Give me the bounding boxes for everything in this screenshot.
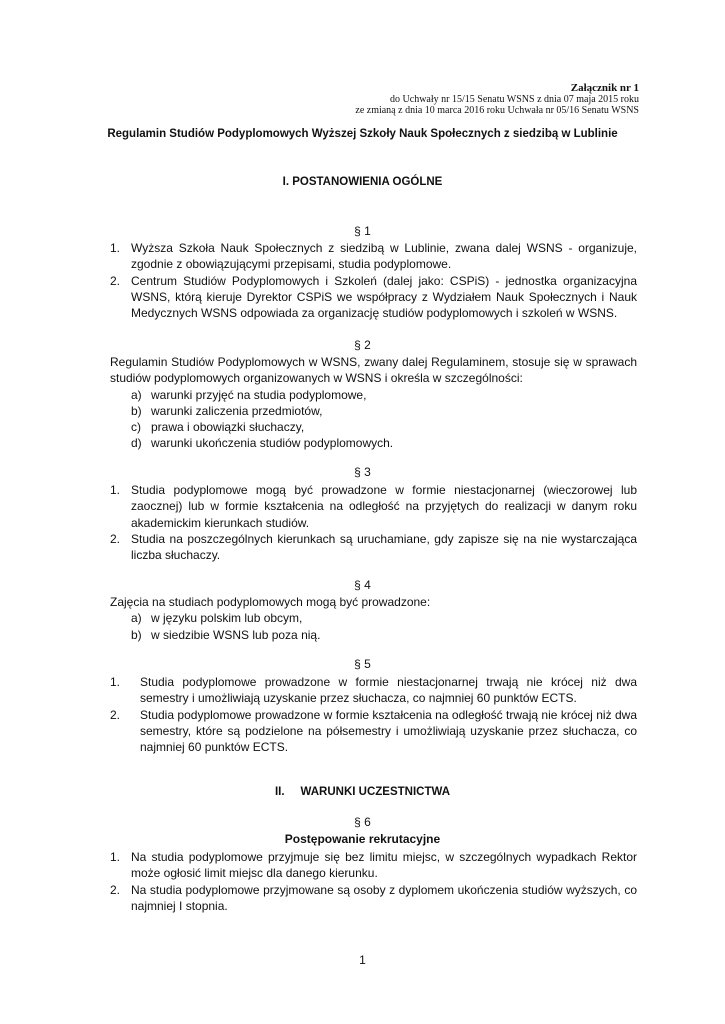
item-letter: b) bbox=[131, 403, 142, 418]
paragraph-sign-2: § 2 bbox=[354, 338, 371, 352]
paragraph-intro: Regulamin Studiów Podyplomowych w WSNS, zwany dalej Regulaminem, stosuje się w sprawach studiów podyplomowych organizowanych w WSNS i określa w szczególności: bbox=[110, 355, 637, 386]
item-text: Studia podyplomowe prowadzone w formie kształcenia na odległość trwają nie krócej niż dwa semestry, które są podzielone na półsemestry i umożliwiają uzyskanie przez słuchacza, co najmniej 60 punktów ECTS. bbox=[140, 707, 637, 755]
item-text: warunki przyjęć na studia podyplomowe, bbox=[151, 387, 367, 402]
item-text: Studia podyplomowe mogą być prowadzone w formie niestacjonarnej (wieczorowej lub zaocznej) lub w formie kształcenia na odległość na przyjętych do realizacji w danym roku akademickim kierunkach studiów. bbox=[131, 483, 637, 530]
list-item bbox=[110, 674, 637, 707]
item-text: Studia na poszczególnych kierunkach są uruchamiane, gdy zapisze się na nie wystarczająca liczba słuchaczy. bbox=[131, 531, 637, 563]
item-text: Na studia podyplomowe przyjmowane są osoby z dyplomem ukończenia studiów wyższych, co najmniej I stopnia. bbox=[131, 882, 637, 913]
paragraph-sign-5: § 5 bbox=[354, 657, 371, 671]
section-heading-participation: II. WARUNKI UCZESTNICTWA bbox=[274, 786, 451, 798]
item-number: 1. bbox=[110, 675, 121, 689]
list-item bbox=[110, 273, 637, 322]
paragraph-2-body bbox=[110, 354, 637, 452]
paragraph-1-list bbox=[110, 240, 637, 321]
paragraph-sign-3: § 3 bbox=[354, 465, 371, 479]
item-letter: d) bbox=[131, 436, 142, 451]
item-number: 2. bbox=[110, 273, 121, 288]
item-text: Na studia podyplomowe przyjmuje się bez limitu miejsc, w szczególnych wypadkach Rektor może ogłosić limit miejsc dla danego kierunku. bbox=[131, 850, 637, 881]
amendment-line: ze zmianą z dnia 10 marca 2016 roku Uchwała nr 05/16 Senatu WSNS bbox=[355, 105, 639, 116]
paragraph-sign-6: § 6 bbox=[354, 815, 371, 829]
item-text: Studia podyplomowe prowadzone w formie niestacjonarnej trwają nie krócej niż dwa semestry i umożliwiają uzyskanie przez słuchacza, co najmniej 60 punktów ECTS. bbox=[140, 675, 637, 706]
paragraph-3-list bbox=[110, 482, 637, 563]
list-item bbox=[131, 419, 637, 435]
paragraph-sign-4: § 4 bbox=[354, 578, 371, 592]
item-number: 2. bbox=[110, 882, 121, 897]
list-item bbox=[131, 610, 637, 626]
paragraph-5-list bbox=[110, 674, 637, 755]
item-text: warunki zaliczenia przedmiotów, bbox=[151, 403, 323, 418]
list-item bbox=[131, 627, 637, 643]
list-item bbox=[110, 707, 637, 756]
list-item bbox=[110, 849, 637, 882]
item-letter: c) bbox=[131, 420, 141, 435]
paragraph-subtitle: Postępowanie rekrutacyjne bbox=[284, 832, 441, 846]
item-number: 2. bbox=[110, 531, 121, 546]
item-letter: a) bbox=[131, 387, 142, 402]
list-item bbox=[131, 387, 637, 403]
attachment-label: Załącznik nr 1 bbox=[570, 82, 639, 94]
item-text: warunki ukończenia studiów podyplomowych. bbox=[151, 436, 394, 451]
item-text: Wyższa Szkoła Nauk Społecznych z siedzibą w Lublinie, zwana dalej WSNS - organizuje, zgodnie z obowiązującymi przepisami, studia podyplomowe. bbox=[131, 241, 637, 272]
paragraph-sign-1: § 1 bbox=[354, 224, 371, 238]
item-number: 2. bbox=[110, 707, 121, 722]
item-text: w siedzibie WSNS lub poza nią. bbox=[151, 627, 321, 642]
document-header bbox=[355, 83, 639, 116]
item-number: 1. bbox=[110, 241, 121, 255]
list-item bbox=[110, 482, 637, 531]
page-number: 1 bbox=[359, 953, 366, 967]
section-heading-general: I. POSTANOWIENIA OGÓLNE bbox=[282, 176, 443, 188]
list-item bbox=[110, 882, 637, 915]
resolution-line: do Uchwały nr 15/15 Senatu WSNS z dnia 07 maja 2015 roku bbox=[390, 94, 639, 105]
item-letter: a) bbox=[131, 611, 142, 626]
paragraph-4-body bbox=[110, 594, 637, 643]
item-text: w języku polskim lub obcym, bbox=[151, 611, 303, 626]
list-item bbox=[110, 531, 637, 564]
list-item bbox=[131, 435, 637, 451]
item-text: Centrum Studiów Podyplomowych i Szkoleń (dalej jako: CSPiS) - jednostka organizacyjna WSNS, którą kieruje Dyrektor CSPiS we współpracy z Wydziałem Nauk Społecznych i Nauk Medycznych WSNS odpowiada za organizację studiów podyplomowych i szkoleń w WSNS. bbox=[131, 273, 637, 321]
document-title: Regulamin Studiów Podyplomowych Wyższej Szkoły Nauk Społecznych z siedzibą w Lublinie bbox=[107, 128, 618, 140]
list-item bbox=[131, 403, 637, 419]
item-number: 1. bbox=[110, 850, 121, 864]
item-letter: b) bbox=[131, 627, 142, 642]
item-text: prawa i obowiązki słuchaczy, bbox=[151, 420, 305, 435]
item-number: 1. bbox=[110, 483, 121, 497]
paragraph-intro: Zajęcia na studiach podyplomowych mogą być prowadzone: bbox=[110, 595, 431, 609]
list-item bbox=[110, 240, 637, 273]
paragraph-6-list bbox=[110, 849, 637, 914]
